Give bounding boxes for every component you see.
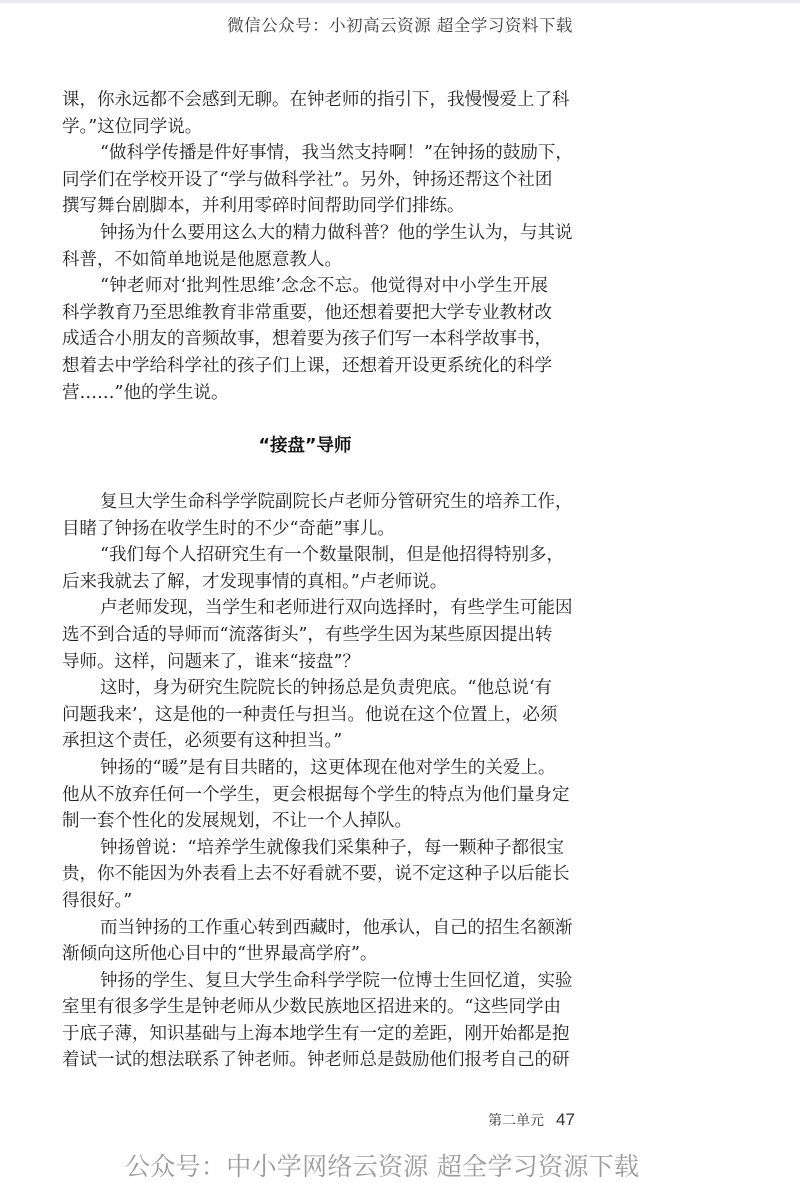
text-line: 而当钟扬的工作重心转到西藏时，他承认，自己的招生名额渐 [100, 917, 573, 938]
text-line: 渐倾向这所他心目中的“世界最高学府”。 [62, 944, 378, 965]
text-line: 课，你永远都不会感到无聊。在钟老师的指引下，我慢慢爱上了科 [62, 90, 570, 110]
text-line: 同学们在学校开设了“学与做科学社”。另外，钟扬还帮这个社团 [62, 169, 553, 190]
header-watermark: 微信公众号：小初高云资源 超全学习资料下载 [227, 16, 573, 35]
section-heading: “接盘”导师 [258, 436, 352, 456]
paragraph [62, 675, 558, 755]
unit-label: 第二单元 [488, 1113, 544, 1129]
text-line: 科学教育乃至思维教育非常重要，他还想着要把大学专业教材改 [62, 302, 552, 323]
paragraph [62, 542, 564, 595]
text-line: 这时，身为研究生院院长的钟扬总是负责兜底。“他总说‘有 [100, 678, 553, 699]
paragraph [62, 968, 573, 1074]
paragraph [62, 140, 573, 220]
text-line: 复旦大学生命科学学院副院长卢老师分管研究生的培养工作， [100, 492, 573, 512]
text-line: 后来我就去了解，才发现事情的真相。”卢老师说。 [62, 571, 448, 592]
text-line: 问题我来’，这是他的一种责任与担当。他说在这个位置上，必须 [62, 704, 558, 725]
text-line: 承担这个责任，必须要有这种担当。” [62, 731, 343, 752]
paragraph [62, 915, 573, 968]
text-line: 卢老师发现，当学生和老师进行双向选择时，有些学生可能因 [100, 598, 573, 619]
text-line: 钟扬为什么要用这么大的精力做科普？他的学生认为，与其说 [100, 222, 573, 243]
text-line: 着试一试的想法联系了钟老师。钟老师总是鼓励他们报考自己的研 [62, 1050, 570, 1071]
text-line: “钟老师对‘批判性思维’念念不忘。他觉得对中小学生开展 [100, 276, 548, 297]
text-line: 科普，不如简单地说是他愿意教人。 [62, 249, 342, 270]
text-line: 贵，你不能因为外表看上去不好看就不要，说不定这种子以后能长 [62, 864, 570, 885]
text-line: 得很好。” [62, 890, 133, 911]
top-border [0, 0, 800, 3]
text-line: 钟扬的学生、复旦大学生命科学学院一位博士生回忆道，实验 [100, 970, 573, 991]
text-line: 想着去中学给科学社的孩子们上课，还想着开设更系统化的科学 [62, 355, 552, 376]
page-number: 47 [556, 1110, 575, 1129]
text-line: “做科学传播是件好事情，我当然支持啊！”在钟扬的鼓励下， [100, 143, 573, 164]
text-line: 目睹了钟扬在收学生时的不少“奇葩”事儿。 [62, 518, 395, 539]
text-line: 制一套个性化的发展规划，不让一个人掉队。 [62, 811, 412, 832]
text-line: 学。”这位同学说。 [62, 116, 203, 137]
page-footer [488, 1110, 575, 1130]
section-1-body [62, 87, 573, 406]
text-line: 室里有很多学生是钟老师从少数民族地区招进来的。“这些同学由 [62, 997, 561, 1018]
text-line: 钟扬的“暖”是有目共睹的，这更体现在他对学生的关爱上。 [100, 757, 556, 778]
paragraph [62, 835, 570, 915]
text-line: 成适合小朋友的音频故事，想着要为孩子们写一本科学故事书， [62, 329, 552, 350]
paragraph [62, 87, 570, 140]
bottom-watermark-text: 公众号：中小学网络云资源 超全学习资源下载 [125, 1152, 640, 1181]
paragraph [62, 595, 573, 675]
text-line: 营……”他的学生说。 [62, 382, 229, 403]
text-line: “我们每个人招研究生有一个数量限制，但是他招得特别多， [100, 545, 564, 566]
section-2-body [62, 489, 573, 1074]
text-line: 钟扬曾说：“培养学生就像我们采集种子，每一颗种子都很宝 [100, 837, 564, 858]
paragraph [62, 220, 573, 273]
text-line: 选不到合适的导师而“流落街头”，有些学生因为某些原因提出转 [62, 624, 553, 645]
paragraph [62, 273, 552, 406]
text-line: 撰写舞台剧脚本，并利用零碎时间帮助同学们排练。 [62, 196, 465, 217]
paragraph [62, 755, 570, 835]
text-line: 导师。这样，问题来了，谁来“接盘”？ [62, 651, 360, 672]
text-line: 于底子薄，知识基础与上海本地学生有一定的差距，刚开始都是抱 [62, 1023, 570, 1044]
text-line: 他从不放弃任何一个学生，更会根据每个学生的特点为他们量身定 [62, 784, 570, 805]
paragraph [62, 489, 573, 542]
